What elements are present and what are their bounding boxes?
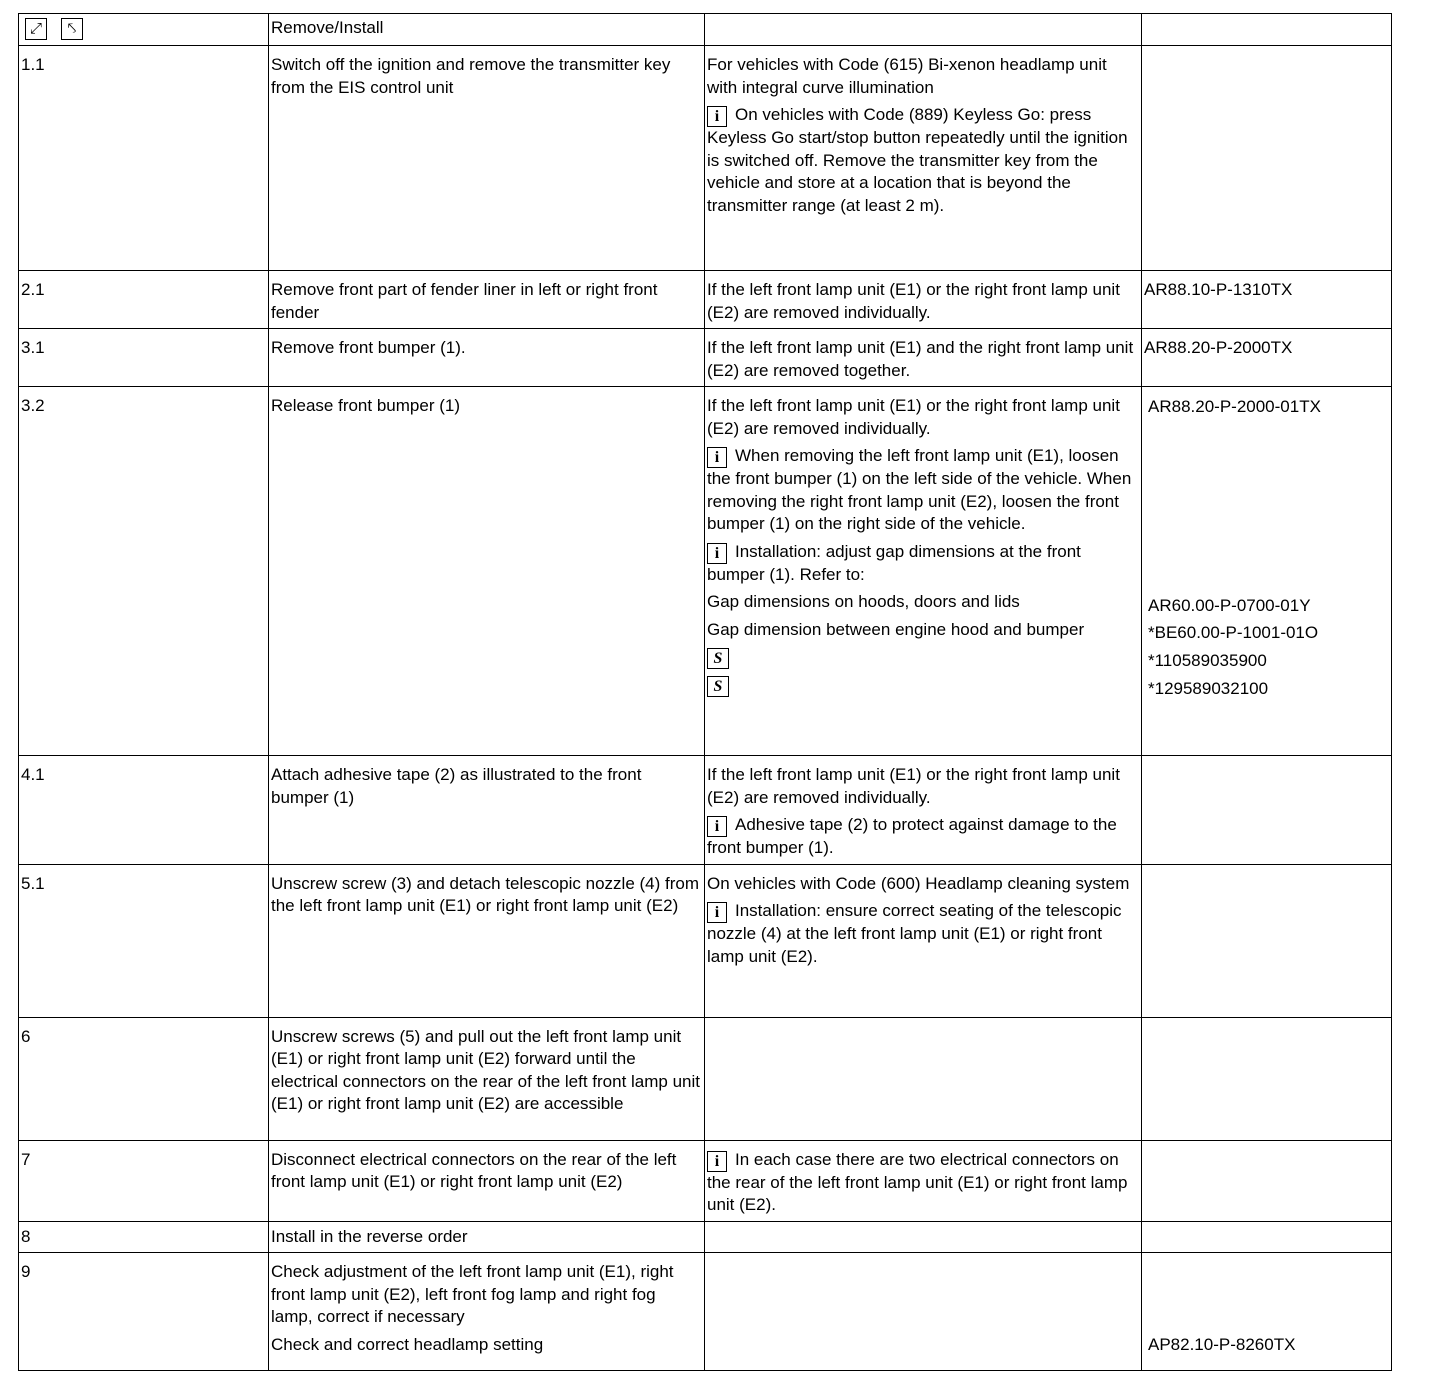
action-text: Unscrew screws (5) and pull out the left front lamp unit (E1) or right front lamp unit (E2) forward until the electrical connectors on the rear of the left front lamp unit (E1) or right front lamp unit (E2) are accessible xyxy=(271,1026,701,1113)
step-action xyxy=(269,1221,705,1253)
info-note: i On vehicles with Code (889) Keyless Go: press Keyless Go start/stop button repeatedly until the ignition is switched off. Remove the transmitter key from the vehicle and store at a location that is beyond the transmitter range (at least 2 m). xyxy=(707,105,1128,215)
special-tool-icon[interactable]: S xyxy=(707,648,729,669)
note-text: If the left front lamp unit (E1) or the right front lamp unit (E2) are removed individually. xyxy=(707,765,1120,807)
note-text: If the left front lamp unit (E1) or the right front lamp unit (E2) are removed individually. xyxy=(707,396,1120,438)
step-notes xyxy=(705,1017,1142,1140)
action-text: Check and correct headlamp setting xyxy=(271,1334,544,1354)
header-icons-cell xyxy=(19,14,269,46)
action-text: Unscrew screw (3) and detach telescopic nozzle (4) from the left front lamp unit (E1) or right front lamp unit (E2) xyxy=(271,873,699,915)
step-references xyxy=(1142,1253,1392,1371)
header-empty-cell xyxy=(705,14,1142,46)
step-action xyxy=(269,1253,705,1371)
step-row xyxy=(19,1253,1392,1371)
info-note: i When removing the left front lamp unit (E1), loosen the front bumper (1) on the left side of the vehicle. When removing the right front lamp unit (E2), loosen the front bumper (1) on the right side of the vehicle. xyxy=(707,446,1132,533)
reference-link[interactable]: AR88.10-P-1310TX xyxy=(1144,280,1293,299)
reference-link[interactable]: *BE60.00-P-1001-01O xyxy=(1148,623,1319,642)
header-row xyxy=(19,14,1392,46)
step-references xyxy=(1142,1221,1392,1253)
step-number: 8 xyxy=(19,1221,269,1253)
special-tool-icon[interactable]: S xyxy=(707,676,729,697)
reference-link[interactable]: AR60.00-P-0700-01Y xyxy=(1148,595,1311,615)
action-text: Install in the reverse order xyxy=(271,1226,468,1246)
step-notes xyxy=(705,864,1142,1017)
step-row xyxy=(19,1140,1392,1221)
note-text: If the left front lamp unit (E1) or the right front lamp unit (E2) are removed individually. xyxy=(707,280,1120,322)
step-notes xyxy=(705,46,1142,271)
info-note: i Installation: adjust gap dimensions at the front bumper (1). Refer to: xyxy=(707,541,1081,584)
step-action xyxy=(269,387,705,756)
note-text: Gap dimension between engine hood and bumper xyxy=(707,619,1085,639)
step-action xyxy=(269,46,705,271)
action-text: Release front bumper (1) xyxy=(271,396,460,415)
step-row xyxy=(19,1221,1392,1253)
action-text: Switch off the ignition and remove the transmitter key from the EIS control unit xyxy=(271,55,671,97)
action-text: Check adjustment of the left front lamp unit (E1), right front lamp unit (E2), left front fog lamp and right fog lamp, correct if necessary xyxy=(271,1262,674,1326)
step-row xyxy=(19,756,1392,865)
info-icon: i xyxy=(707,902,727,923)
info-icon: i xyxy=(707,447,727,468)
header-title: Remove/Install xyxy=(269,14,705,46)
action-text: Remove front part of fender liner in left or right front fender xyxy=(271,280,658,322)
step-references xyxy=(1142,864,1392,1017)
note-text: For vehicles with Code (615) Bi-xenon headlamp unit with integral curve illumination xyxy=(707,55,1107,97)
step-number: 1.1 xyxy=(19,46,269,271)
step-notes xyxy=(705,756,1142,865)
step-number: 3.1 xyxy=(19,329,269,387)
step-notes xyxy=(705,329,1142,387)
step-notes xyxy=(705,1140,1142,1221)
step-references xyxy=(1142,329,1392,387)
note-text: Gap dimensions on hoods, doors and lids xyxy=(707,592,1020,611)
info-icon: i xyxy=(707,816,727,837)
step-number: 7 xyxy=(19,1140,269,1221)
procedure-table xyxy=(18,13,1392,1371)
step-action xyxy=(269,271,705,329)
step-action xyxy=(269,329,705,387)
step-row xyxy=(19,46,1392,271)
step-row xyxy=(19,387,1392,756)
info-note: i Installation: ensure correct seating of the telescopic nozzle (4) at the left front lamp unit (E1) or right front lamp unit (E2). xyxy=(707,901,1122,966)
reference-link[interactable]: AR88.20-P-2000TX xyxy=(1144,338,1293,357)
action-text: Attach adhesive tape (2) as illustrated to the front bumper (1) xyxy=(271,765,642,807)
note-text: If the left front lamp unit (E1) and the right front lamp unit (E2) are removed together. xyxy=(707,338,1134,380)
step-number: 4.1 xyxy=(19,756,269,865)
collapse-icon[interactable]: ⤣ xyxy=(61,18,83,40)
info-note: i In each case there are two electrical connectors on the rear of the left front lamp unit (E1) or right front lamp unit (E2). xyxy=(707,1149,1128,1214)
reference-link[interactable]: AR88.20-P-2000-01TX xyxy=(1148,396,1321,416)
step-number: 9 xyxy=(19,1253,269,1371)
step-row xyxy=(19,271,1392,329)
action-text: Remove front bumper (1). xyxy=(271,338,466,357)
reference-link[interactable]: AP82.10-P-8260TX xyxy=(1148,1335,1296,1354)
step-action xyxy=(269,756,705,865)
info-note: i Adhesive tape (2) to protect against damage to the front bumper (1). xyxy=(707,815,1117,857)
expand-icon[interactable]: ⤢ xyxy=(25,18,47,40)
step-action xyxy=(269,1140,705,1221)
info-icon: i xyxy=(707,543,727,564)
step-row xyxy=(19,329,1392,387)
step-references xyxy=(1142,756,1392,865)
step-row xyxy=(19,1017,1392,1140)
step-notes xyxy=(705,387,1142,756)
note-text: On vehicles with Code (600) Headlamp cleaning system xyxy=(707,873,1130,893)
special-tool-note xyxy=(707,646,1137,669)
step-notes xyxy=(705,1253,1142,1371)
step-number: 6 xyxy=(19,1017,269,1140)
step-notes xyxy=(705,271,1142,329)
step-references xyxy=(1142,1017,1392,1140)
step-number: 5.1 xyxy=(19,864,269,1017)
reference-link[interactable]: *129589032100 xyxy=(1148,678,1269,698)
reference-link[interactable]: *110589035900 xyxy=(1148,650,1267,670)
step-references xyxy=(1142,1140,1392,1221)
step-row xyxy=(19,864,1392,1017)
step-action xyxy=(269,1017,705,1140)
step-number: 2.1 xyxy=(19,271,269,329)
action-text: Disconnect electrical connectors on the rear of the left front lamp unit (E1) or right front lamp unit (E2) xyxy=(271,1149,677,1191)
step-references xyxy=(1142,387,1392,756)
special-tool-note xyxy=(707,674,1137,697)
step-number: 3.2 xyxy=(19,387,269,756)
step-notes xyxy=(705,1221,1142,1253)
step-references xyxy=(1142,271,1392,329)
step-action xyxy=(269,864,705,1017)
header-empty-cell xyxy=(1142,14,1392,46)
info-icon: i xyxy=(707,106,727,127)
info-icon: i xyxy=(707,1151,727,1172)
step-references xyxy=(1142,46,1392,271)
